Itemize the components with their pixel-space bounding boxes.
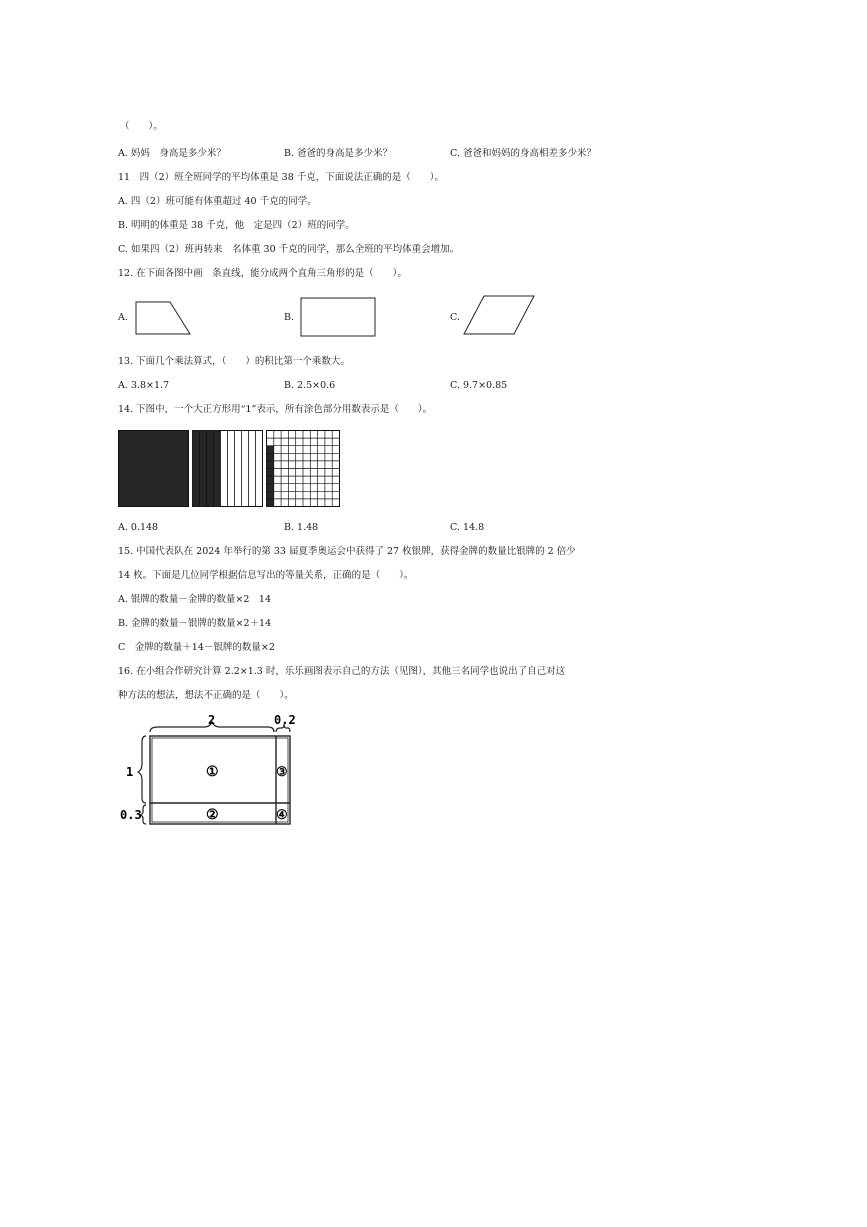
q13-option-c: C. 9.7×0.85 [450,380,508,391]
q11-stem: 11 四（2）班全班同学的平均体重是 38 千克，下面说法正确的是（ ）。 [118,172,445,183]
label-0-2: 0.2 [274,713,296,727]
q14-stem: 14. 下图中，一个大正方形用“1”表示，所有涂色部分用数表示是（ ）。 [118,404,433,415]
fully-shaded-square [118,430,190,508]
continuation-bracket: （ ）。 [120,121,163,132]
label-2: 2 [208,713,216,727]
q13-stem: 13. 下面几个乘法算式，（ ）的积比第一个乘数大。 [118,356,350,367]
q13-option-b: B. 2.5×0.6 [284,380,336,391]
hundredths-square [266,430,342,508]
region-1-label: ① [206,764,219,780]
q14-option-a: A. 0.148 [118,522,159,533]
label-0-3: 0.3 [120,808,142,822]
q16-stem-line2: 种方法的想法，想法不正确的是（ ）。 [118,690,294,701]
q12-label-c: C. [450,312,460,323]
q15-option-a: A. 银牌的数量－金牌的数量×2 14 [118,594,271,605]
q15-stem-line2: 14 枚。下面是几位同学根据信息写出的等量关系，正确的是（ ）。 [118,570,414,581]
shaded-cell [267,461,274,469]
parallelogram-shape [462,294,538,336]
q12-stem: 12. 在下面各图中画 条直线，能分成两个直角三角形的是（ ）。 [118,268,407,279]
q15-stem-line1: 15. 中国代表队在 2024 年举行的第 33 届夏季奥运会中获得了 27 枚银牌，获得金牌的数量比银牌的 2 倍少 [118,546,576,557]
shaded-cell [267,476,274,484]
q15-option-b: B. 金牌的数量－银牌的数量×2＋14 [118,618,272,629]
right-trapezoid-shape [130,300,196,336]
region-4-label: ④ [276,808,288,823]
region-3-label: ③ [276,765,288,780]
q14-option-c: C. 14.8 [450,522,485,533]
q15-option-c: C 金牌的数量＋14－银牌的数量×2 [118,642,275,653]
q11-option-b: B. 明明的体重是 38 千克，他 定是四（2）班的同学。 [118,220,355,231]
q12-label-a: A. [118,312,128,323]
q14-option-b: B. 1.48 [284,522,319,533]
q12-label-b: B. [284,312,295,323]
shaded-cell [267,484,274,492]
q13-option-a: A. 3.8×1.7 [118,380,170,391]
shaded-column [214,431,221,507]
q16-stem-line1: 16. 在小组合作研究计算 2.2×1.3 时，乐乐画图表示自己的方法（见图），其他三名同学也说出了自己对这 [118,666,566,677]
q10-option-c: C. 爸爸和妈妈的身高相差多少米？ [450,148,596,159]
shaded-column [207,431,214,507]
shaded-cell [267,491,274,499]
area-model-figure [118,712,308,832]
shaded-cell [267,446,274,454]
q10-option-a: A. 妈妈 身高是多少米？ [118,148,226,159]
q11-option-c: C. 如果四（2）班再转来 名体重 30 千克的同学，那么全班的平均体重会增加。 [118,244,460,255]
shaded-column [193,431,200,507]
region-2-label: ② [206,807,219,823]
label-1: 1 [126,765,134,779]
rectangle-shape [296,296,380,338]
q11-option-a: A. 四（2）班可能有体重超过 40 千克的同学。 [118,196,317,207]
shaded-cell [267,499,274,507]
shaded-cell [267,453,274,461]
shaded-cell [267,469,274,477]
shaded-column [200,431,207,507]
tenths-square [192,430,264,508]
q10-option-b: B. 爸爸的身高是多少米？ [284,148,393,159]
left-brace-1 [138,736,146,803]
